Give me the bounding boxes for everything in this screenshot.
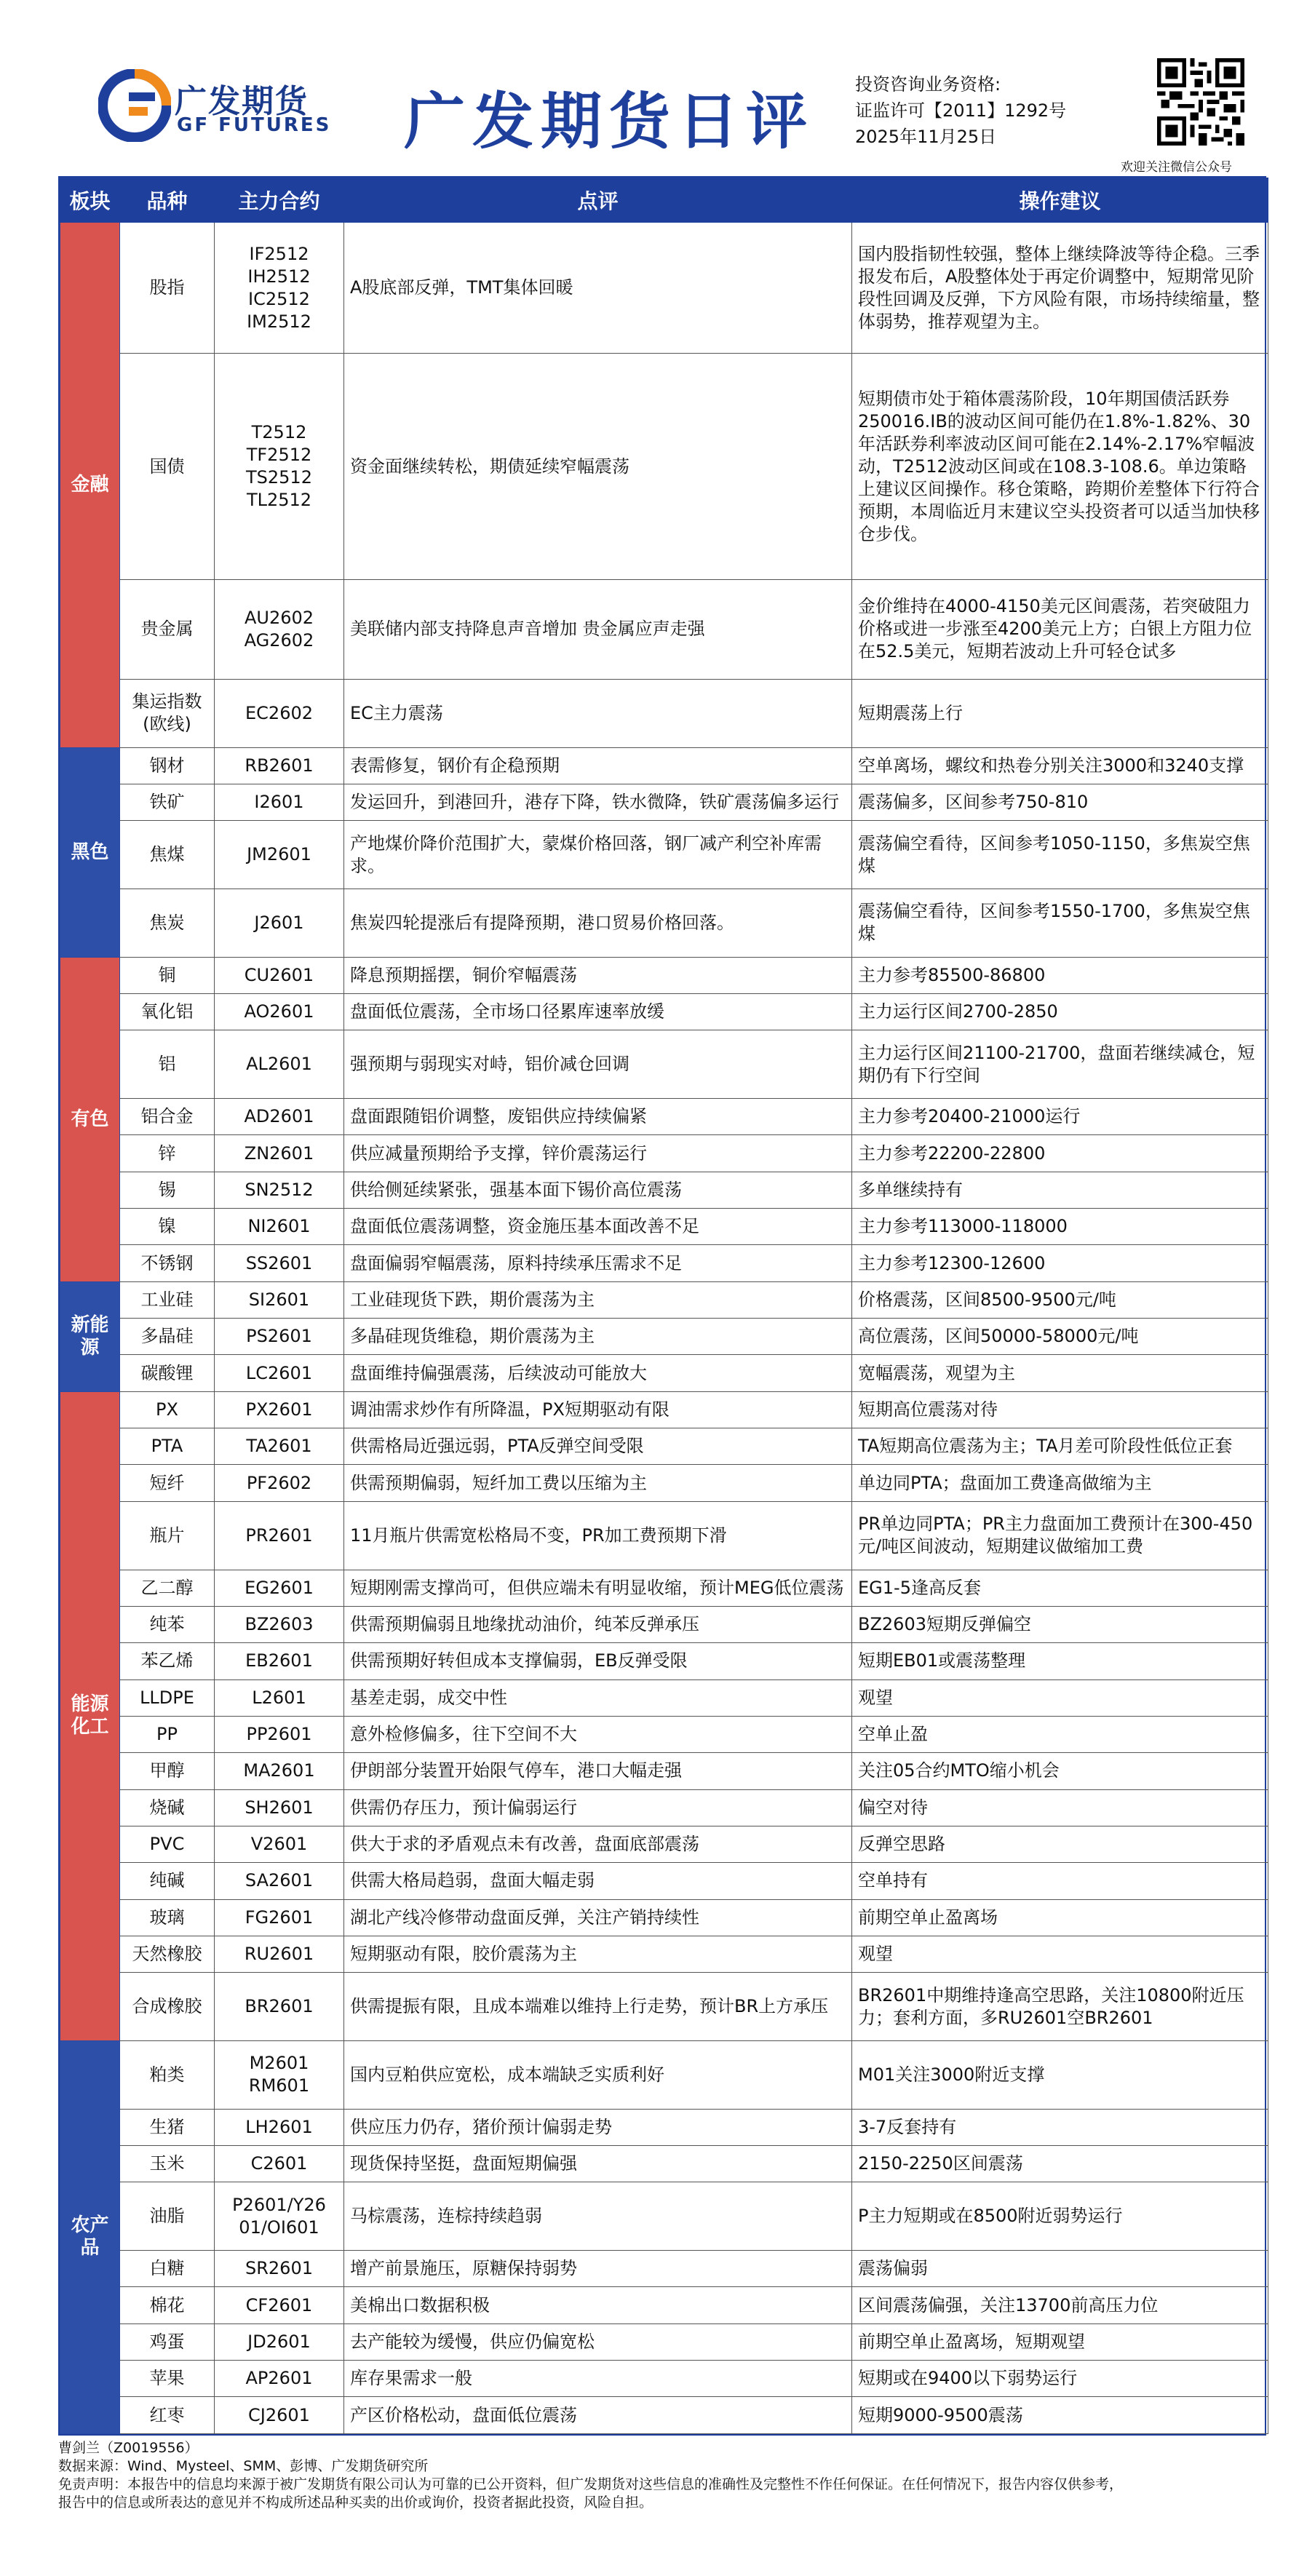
logo-english-name: GF FUTURES xyxy=(177,114,332,136)
contract-cell: JD2601 xyxy=(215,2323,344,2360)
contract-cell: RB2601 xyxy=(215,747,344,784)
variety-cell: 红枣 xyxy=(120,2397,215,2434)
header-contract: 主力合约 xyxy=(215,178,344,223)
advice-cell: 2150-2250区间震荡 xyxy=(852,2146,1268,2182)
logo-chinese-name: 广发期货 xyxy=(175,83,309,120)
contract-cell: AU2602 AG2602 xyxy=(215,579,344,679)
license-line: 证监许可【2011】1292号 xyxy=(855,100,1067,121)
comment-cell: 供需提振有限，且成本端难以维持上行走势，预计BR上方承压 xyxy=(344,1973,852,2041)
contract-cell: FG2601 xyxy=(215,1899,344,1936)
variety-cell: 不锈钢 xyxy=(120,1245,215,1281)
advice-cell: 宽幅震荡，观望为主 xyxy=(852,1355,1268,1391)
contract-cell: CJ2601 xyxy=(215,2397,344,2434)
table-row xyxy=(60,223,1268,354)
variety-cell: 铁矿 xyxy=(120,784,215,820)
contract-cell: EB2601 xyxy=(215,1643,344,1679)
variety-cell: 铜 xyxy=(120,957,215,993)
contract-cell: T2512 TF2512 TS2512 TL2512 xyxy=(215,354,344,579)
advice-cell: 空单持有 xyxy=(852,1863,1268,1899)
advice-cell: 震荡偏空看待，区间参考1550-1700，多焦炭空焦煤 xyxy=(852,889,1268,957)
comment-cell: 盘面低位震荡，全市场口径累库速率放缓 xyxy=(344,994,852,1030)
sector-cell: 黑色 xyxy=(60,747,120,957)
comment-cell: 盘面维持偏强震荡，后续波动可能放大 xyxy=(344,1355,852,1391)
header-variety: 品种 xyxy=(120,178,215,223)
company-logo xyxy=(98,69,338,149)
variety-cell: 焦炭 xyxy=(120,889,215,957)
sector-cell: 新能源 xyxy=(60,1281,120,1391)
table-row xyxy=(60,1209,1268,1245)
variety-cell: 苯乙烯 xyxy=(120,1643,215,1679)
advice-cell: 观望 xyxy=(852,1679,1268,1716)
variety-cell: 多晶硅 xyxy=(120,1319,215,1355)
comment-cell: 马棕震荡，连棕持续趋弱 xyxy=(344,2182,852,2251)
advice-cell: P主力短期或在8500附近弱势运行 xyxy=(852,2182,1268,2251)
comment-cell: 基差走弱，成交中性 xyxy=(344,1679,852,1716)
table-row xyxy=(60,679,1268,747)
variety-cell: 股指 xyxy=(120,223,215,354)
advice-cell: M01关注3000附近支撑 xyxy=(852,2040,1268,2109)
table-row xyxy=(60,2182,1268,2251)
comment-cell: 产地煤价降价范围扩大，蒙煤价格回落，钢厂减产利空补库需求。 xyxy=(344,821,852,889)
sector-cell: 有色 xyxy=(60,957,120,1281)
table-row xyxy=(60,2146,1268,2182)
daily-review-table-container xyxy=(58,176,1266,2436)
variety-cell: 天然橡胶 xyxy=(120,1936,215,1972)
advice-cell: EG1-5逢高反套 xyxy=(852,1570,1268,1606)
advice-cell: 主力参考22200-22800 xyxy=(852,1135,1268,1172)
variety-cell: PP xyxy=(120,1716,215,1752)
comment-cell: 去产能较为缓慢，供应仍偏宽松 xyxy=(344,2323,852,2360)
advice-cell: 多单继续持有 xyxy=(852,1172,1268,1208)
table-row xyxy=(60,2040,1268,2109)
advice-cell: 短期高位震荡对待 xyxy=(852,1391,1268,1428)
data-source-line: 数据来源：Wind、Mysteel、SMM、彭博、广发期货研究所 xyxy=(58,2458,429,2474)
disclaimer-line: 免责声明：本报告中的信息均来源于被广发期货有限公司认为可靠的已公开资料，但广发期货对这些信息的准确性及完整性不作任何保证。在任何情况下，报告内容仅供参考， xyxy=(58,2476,1124,2492)
advice-cell: BZ2603短期反弹偏空 xyxy=(852,1606,1268,1642)
comment-cell: 增产前景施压，原糖保持弱势 xyxy=(344,2251,852,2287)
table-row xyxy=(60,1789,1268,1826)
advice-cell: 短期债市处于箱体震荡阶段，10年期国债活跃券250016.IB的波动区间可能仍在1.8%-1.82%、30年活跃券利率波动区间可能在2.14%-2.17%窄幅波动，T2512波动区间或在108.3-108.6。单边策略上建议区间操作。移仓策略，跨期价差整体下行符合预期，本周临近月末建议空头投资者可以适当加快移仓步伐。 xyxy=(852,354,1268,579)
comment-cell: 供需仍存压力，预计偏弱运行 xyxy=(344,1789,852,1826)
advice-cell: PR单边同PTA；PR主力盘面加工费预计在300-450元/吨区间波动，短期建议做缩加工费 xyxy=(852,1501,1268,1570)
advice-cell: 关注05合约MTO缩小机会 xyxy=(852,1753,1268,1789)
variety-cell: 合成橡胶 xyxy=(120,1973,215,2041)
contract-cell: SN2512 xyxy=(215,1172,344,1208)
analyst-line: 曹剑兰（Z0019556） xyxy=(58,2440,199,2456)
variety-cell: 鸡蛋 xyxy=(120,2323,215,2360)
comment-cell: 供需大格局趋弱，盘面大幅走弱 xyxy=(344,1863,852,1899)
report-date: 2025年11月25日 xyxy=(855,127,997,147)
table-row xyxy=(60,1391,1268,1428)
comment-cell: 库存果需求一般 xyxy=(344,2361,852,2397)
table-row xyxy=(60,1355,1268,1391)
contract-cell: CU2601 xyxy=(215,957,344,993)
advice-cell: 单边同PTA；盘面加工费逢高做缩为主 xyxy=(852,1465,1268,1501)
advice-cell: 高位震荡，区间50000-58000元/吨 xyxy=(852,1319,1268,1355)
contract-cell: J2601 xyxy=(215,889,344,957)
variety-cell: 玻璃 xyxy=(120,1899,215,1936)
comment-cell: 供给侧延续紧张，强基本面下锡价高位震荡 xyxy=(344,1172,852,1208)
table-row xyxy=(60,1606,1268,1642)
table-row xyxy=(60,2323,1268,2360)
variety-cell: 钢材 xyxy=(120,747,215,784)
advice-cell: 震荡偏空看待，区间参考1050-1150，多焦炭空焦煤 xyxy=(852,821,1268,889)
table-row xyxy=(60,1172,1268,1208)
comment-cell: 伊朗部分装置开始限气停车，港口大幅走强 xyxy=(344,1753,852,1789)
variety-cell: 贵金属 xyxy=(120,579,215,679)
sector-cell: 能源 化工 xyxy=(60,1391,120,2040)
table-row xyxy=(60,957,1268,993)
advice-cell: BR2601中期维持逢高空思路，关注10800附近压力；套利方面，多RU2601空BR2601 xyxy=(852,1973,1268,2041)
advice-cell: 空单离场，螺纹和热卷分别关注3000和3240支撑 xyxy=(852,747,1268,784)
table-row xyxy=(60,1281,1268,1318)
advice-cell: 价格震荡，区间8500-9500元/吨 xyxy=(852,1281,1268,1318)
variety-cell: 集运指数 (欧线) xyxy=(120,679,215,747)
contract-cell: C2601 xyxy=(215,2146,344,2182)
contract-cell: MA2601 xyxy=(215,1753,344,1789)
contract-cell: NI2601 xyxy=(215,1209,344,1245)
contract-cell: JM2601 xyxy=(215,821,344,889)
table-row xyxy=(60,1679,1268,1716)
comment-cell: 国内豆粕供应宽松，成本端缺乏实质利好 xyxy=(344,2040,852,2109)
variety-cell: 纯苯 xyxy=(120,1606,215,1642)
advice-cell: 区间震荡偏强，关注13700前高压力位 xyxy=(852,2287,1268,2323)
table-header-row xyxy=(60,178,1268,223)
variety-cell: 棉花 xyxy=(120,2287,215,2323)
contract-cell: AO2601 xyxy=(215,994,344,1030)
advice-cell: 偏空对待 xyxy=(852,1789,1268,1826)
table-row xyxy=(60,1899,1268,1936)
comment-cell: 供需格局近强远弱，PTA反弹空间受限 xyxy=(344,1428,852,1465)
contract-cell: PF2602 xyxy=(215,1465,344,1501)
variety-cell: 铝合金 xyxy=(120,1099,215,1135)
advice-cell: 国内股指韧性较强，整体上继续降波等待企稳。三季报发布后，A股整体处于再定价调整中，短期常见阶段性回调及反弹，下方风险有限，市场持续缩量，整体弱势，推荐观望为主。 xyxy=(852,223,1268,354)
comment-cell: 美棉出口数据积极 xyxy=(344,2287,852,2323)
advice-cell: 震荡偏弱 xyxy=(852,2251,1268,2287)
advice-cell: 短期或在9400以下弱势运行 xyxy=(852,2361,1268,2397)
advice-cell: 金价维持在4000-4150美元区间震荡，若突破阻力价格或进一步涨至4200美元上方；白银上方阻力位在52.5美元，短期若波动上升可轻仓试多 xyxy=(852,579,1268,679)
variety-cell: 乙二醇 xyxy=(120,1570,215,1606)
advice-cell: 反弹空思路 xyxy=(852,1826,1268,1862)
advice-cell: 前期空单止盈离场，短期观望 xyxy=(852,2323,1268,2360)
table-row xyxy=(60,2251,1268,2287)
contract-cell: SA2601 xyxy=(215,1863,344,1899)
report-header xyxy=(0,0,1315,175)
comment-cell: 强预期与弱现实对峙，铝价减仓回调 xyxy=(344,1030,852,1099)
comment-cell: 多晶硅现货维稳，期价震荡为主 xyxy=(344,1319,852,1355)
advice-cell: 3-7反套持有 xyxy=(852,2109,1268,2145)
comment-cell: 盘面低位震荡调整，资金施压基本面改善不足 xyxy=(344,1209,852,1245)
variety-cell: 焦煤 xyxy=(120,821,215,889)
comment-cell: 湖北产线冷修带动盘面反弹，关注产销持续性 xyxy=(344,1899,852,1936)
comment-cell: 发运回升，到港回升，港存下降，铁水微降，铁矿震荡偏多运行 xyxy=(344,784,852,820)
table-row xyxy=(60,2287,1268,2323)
contract-cell: BZ2603 xyxy=(215,1606,344,1642)
variety-cell: PVC xyxy=(120,1826,215,1862)
table-row xyxy=(60,1319,1268,1355)
variety-cell: 氧化铝 xyxy=(120,994,215,1030)
variety-cell: 锡 xyxy=(120,1172,215,1208)
table-row xyxy=(60,1030,1268,1099)
header-advice: 操作建议 xyxy=(852,178,1268,223)
qualification-line: 投资咨询业务资格: xyxy=(855,74,1001,95)
variety-cell: 纯碱 xyxy=(120,1863,215,1899)
comment-cell: 调油需求炒作有所降温，PX短期驱动有限 xyxy=(344,1391,852,1428)
contract-cell: IF2512 IH2512 IC2512 IM2512 xyxy=(215,223,344,354)
variety-cell: 锌 xyxy=(120,1135,215,1172)
table-row xyxy=(60,1863,1268,1899)
gf-logo-icon xyxy=(98,69,171,142)
comment-cell: EC主力震荡 xyxy=(344,679,852,747)
table-row xyxy=(60,1135,1268,1172)
table-row xyxy=(60,1245,1268,1281)
contract-cell: PS2601 xyxy=(215,1319,344,1355)
variety-cell: PTA xyxy=(120,1428,215,1465)
comment-cell: 供应压力仍存，猪价预计偏弱走势 xyxy=(344,2109,852,2145)
table-row xyxy=(60,1465,1268,1501)
comment-cell: 盘面跟随铝价调整，废铝供应持续偏紧 xyxy=(344,1099,852,1135)
table-row xyxy=(60,1753,1268,1789)
daily-review-table xyxy=(60,178,1268,2434)
variety-cell: 粕类 xyxy=(120,2040,215,2109)
variety-cell: PX xyxy=(120,1391,215,1428)
advice-cell: 主力参考85500-86800 xyxy=(852,957,1268,993)
advice-cell: 主力运行区间21100-21700，盘面若继续减仓，短期仍有下行空间 xyxy=(852,1030,1268,1099)
advice-cell: 主力参考20400-21000运行 xyxy=(852,1099,1268,1135)
comment-cell: A股底部反弹，TMT集体回暖 xyxy=(344,223,852,354)
comment-cell: 供需预期好转但成本支撑偏弱，EB反弹受限 xyxy=(344,1643,852,1679)
advice-cell: 主力参考113000-118000 xyxy=(852,1209,1268,1245)
comment-cell: 降息预期摇摆，铜价窄幅震荡 xyxy=(344,957,852,993)
contract-cell: RU2601 xyxy=(215,1936,344,1972)
table-row xyxy=(60,579,1268,679)
variety-cell: 苹果 xyxy=(120,2361,215,2397)
comment-cell: 供大于求的矛盾观点未有改善，盘面底部震荡 xyxy=(344,1826,852,1862)
comment-cell: 盘面偏弱窄幅震荡，原料持续承压需求不足 xyxy=(344,1245,852,1281)
contract-cell: LC2601 xyxy=(215,1355,344,1391)
advice-cell: 主力参考12300-12600 xyxy=(852,1245,1268,1281)
table-row xyxy=(60,354,1268,579)
advice-cell: 空单止盈 xyxy=(852,1716,1268,1752)
sector-cell: 农产品 xyxy=(60,2040,120,2433)
variety-cell: 工业硅 xyxy=(120,1281,215,1318)
variety-cell: 碳酸锂 xyxy=(120,1355,215,1391)
advice-cell: 震荡偏多，区间参考750-810 xyxy=(852,784,1268,820)
table-row xyxy=(60,821,1268,889)
qr-code-icon xyxy=(1157,58,1244,146)
advice-cell: TA短期高位震荡为主；TA月差可阶段性低位正套 xyxy=(852,1428,1268,1465)
comment-cell: 产区价格松动，盘面低位震荡 xyxy=(344,2397,852,2434)
table-row xyxy=(60,1501,1268,1570)
table-row xyxy=(60,747,1268,784)
table-row xyxy=(60,1570,1268,1606)
table-row xyxy=(60,2361,1268,2397)
contract-cell: SS2601 xyxy=(215,1245,344,1281)
contract-cell: I2601 xyxy=(215,784,344,820)
table-row xyxy=(60,1973,1268,2041)
variety-cell: 烧碱 xyxy=(120,1789,215,1826)
table-row xyxy=(60,1643,1268,1679)
contract-cell: EG2601 xyxy=(215,1570,344,1606)
comment-cell: 供需预期偏弱且地缘扰动油价，纯苯反弹承压 xyxy=(344,1606,852,1642)
variety-cell: 镍 xyxy=(120,1209,215,1245)
table-row xyxy=(60,1826,1268,1862)
table-row xyxy=(60,2397,1268,2434)
contract-cell: PX2601 xyxy=(215,1391,344,1428)
contract-cell: LH2601 xyxy=(215,2109,344,2145)
variety-cell: 铝 xyxy=(120,1030,215,1099)
contract-cell: L2601 xyxy=(215,1679,344,1716)
variety-cell: 油脂 xyxy=(120,2182,215,2251)
qr-caption: 欢迎关注微信公众号 xyxy=(1121,160,1232,175)
advice-cell: 短期震荡上行 xyxy=(852,679,1268,747)
comment-cell: 供应减量预期给予支撑，锌价震荡运行 xyxy=(344,1135,852,1172)
contract-cell: P2601/Y26 01/OI601 xyxy=(215,2182,344,2251)
contract-cell: V2601 xyxy=(215,1826,344,1862)
comment-cell: 意外检修偏多，往下空间不大 xyxy=(344,1716,852,1752)
header-comment: 点评 xyxy=(344,178,852,223)
table-row xyxy=(60,889,1268,957)
table-row xyxy=(60,994,1268,1030)
variety-cell: 生猪 xyxy=(120,2109,215,2145)
variety-cell: 瓶片 xyxy=(120,1501,215,1570)
advice-cell: 主力运行区间2700-2850 xyxy=(852,994,1268,1030)
contract-cell: SR2601 xyxy=(215,2251,344,2287)
contract-cell: BR2601 xyxy=(215,1973,344,2041)
contract-cell: TA2601 xyxy=(215,1428,344,1465)
contract-cell: PR2601 xyxy=(215,1501,344,1570)
variety-cell: LLDPE xyxy=(120,1679,215,1716)
advice-cell: 前期空单止盈离场 xyxy=(852,1899,1268,1936)
variety-cell: 玉米 xyxy=(120,2146,215,2182)
disclaimer-line-2: 报告中的信息或所表达的意见并不构成所述品种买卖的出价或询价，投资者据此投资，风险自担。 xyxy=(58,2494,653,2511)
table-row xyxy=(60,784,1268,820)
contract-cell: SI2601 xyxy=(215,1281,344,1318)
comment-cell: 短期驱动有限，胶价震荡为主 xyxy=(344,1936,852,1972)
comment-cell: 美联储内部支持降息声音增加 贵金属应声走强 xyxy=(344,579,852,679)
comment-cell: 短期刚需支撑尚可，但供应端未有明显收缩，预计MEG低位震荡 xyxy=(344,1570,852,1606)
qualification-info xyxy=(855,71,1066,150)
variety-cell: 甲醇 xyxy=(120,1753,215,1789)
contract-cell: M2601 RM601 xyxy=(215,2040,344,2109)
advice-cell: 观望 xyxy=(852,1936,1268,1972)
variety-cell: 白糖 xyxy=(120,2251,215,2287)
report-footer xyxy=(58,2439,1266,2512)
variety-cell: 国债 xyxy=(120,354,215,579)
comment-cell: 焦炭四轮提涨后有提降预期，港口贸易价格回落。 xyxy=(344,889,852,957)
contract-cell: PP2601 xyxy=(215,1716,344,1752)
contract-cell: EC2602 xyxy=(215,679,344,747)
contract-cell: CF2601 xyxy=(215,2287,344,2323)
table-row xyxy=(60,1936,1268,1972)
advice-cell: 短期9000-9500震荡 xyxy=(852,2397,1268,2434)
contract-cell: ZN2601 xyxy=(215,1135,344,1172)
contract-cell: AL2601 xyxy=(215,1030,344,1099)
comment-cell: 现货保持坚挺，盘面短期偏强 xyxy=(344,2146,852,2182)
sector-cell: 金融 xyxy=(60,223,120,748)
table-row xyxy=(60,1428,1268,1465)
comment-cell: 工业硅现货下跌，期价震荡为主 xyxy=(344,1281,852,1318)
variety-cell: 短纤 xyxy=(120,1465,215,1501)
contract-cell: AD2601 xyxy=(215,1099,344,1135)
table-row xyxy=(60,1099,1268,1135)
table-row xyxy=(60,2109,1268,2145)
header-sector: 板块 xyxy=(60,178,120,223)
comment-cell: 供需预期偏弱，短纤加工费以压缩为主 xyxy=(344,1465,852,1501)
contract-cell: SH2601 xyxy=(215,1789,344,1826)
comment-cell: 11月瓶片供需宽松格局不变，PR加工费预期下滑 xyxy=(344,1501,852,1570)
advice-cell: 短期EB01或震荡整理 xyxy=(852,1643,1268,1679)
comment-cell: 表需修复，钢价有企稳预期 xyxy=(344,747,852,784)
report-title: 广发期货日评 xyxy=(404,85,815,157)
comment-cell: 资金面继续转松，期债延续窄幅震荡 xyxy=(344,354,852,579)
contract-cell: AP2601 xyxy=(215,2361,344,2397)
table-row xyxy=(60,1716,1268,1752)
